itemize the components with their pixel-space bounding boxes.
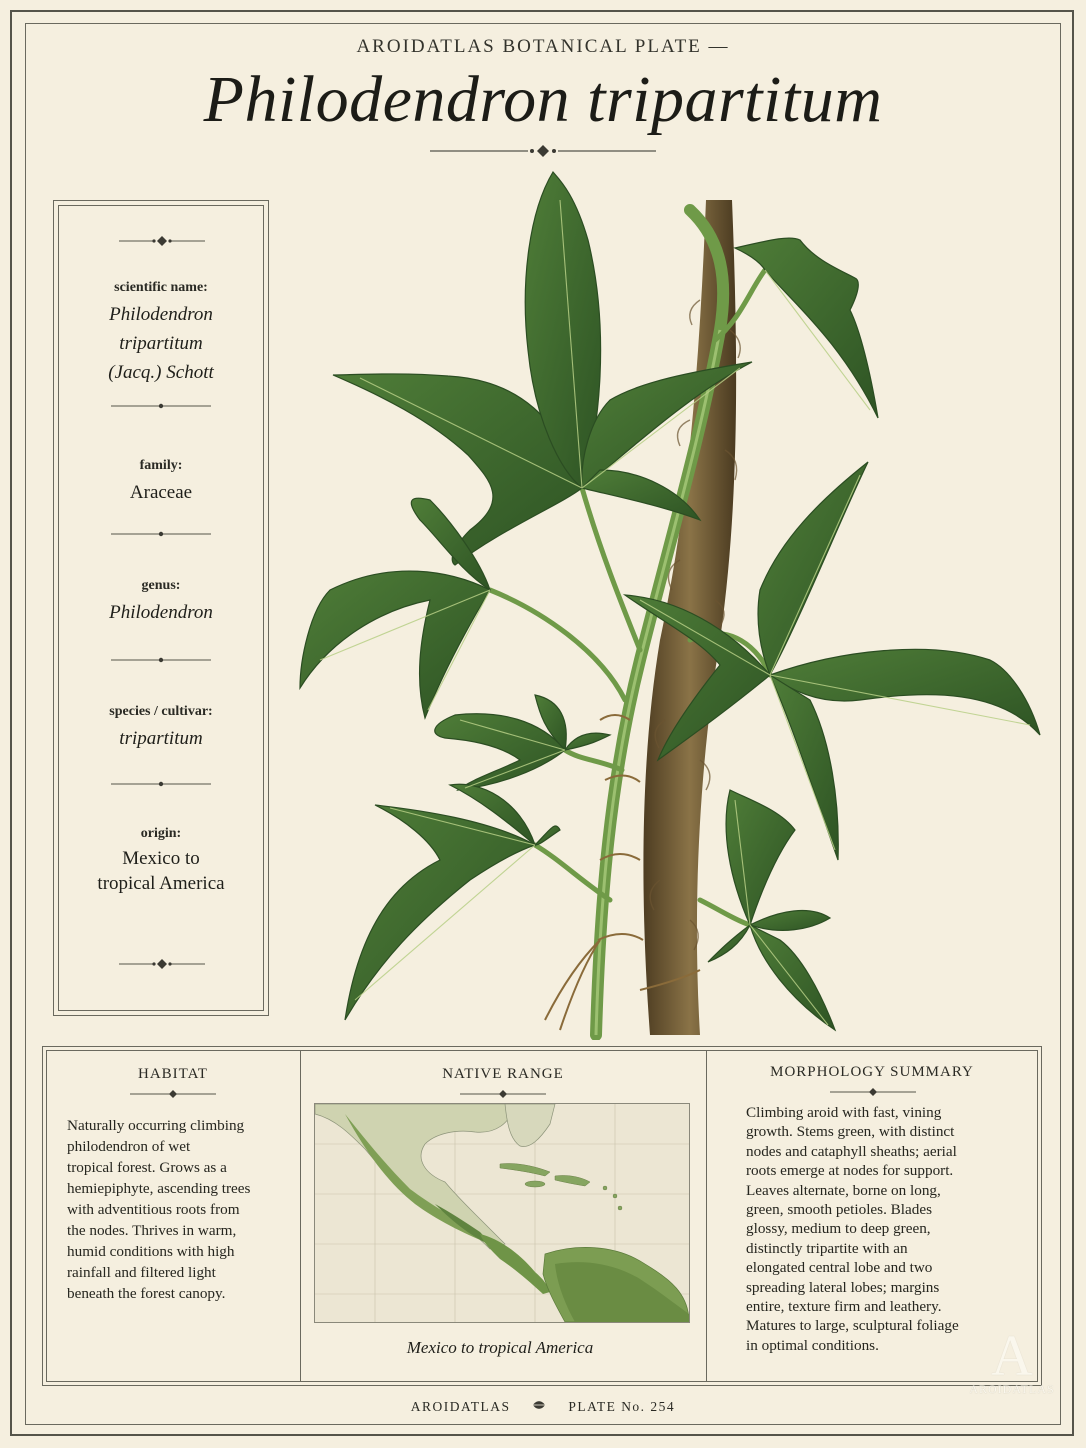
value-line: Mexico to (122, 848, 200, 869)
text-line: Matures to large, sculptural foliage (746, 1317, 959, 1335)
field-value (53, 300, 269, 387)
footer-brand: AROIDATLAS (410, 1398, 511, 1414)
text-line: philodendron of wet (67, 1138, 191, 1155)
plate-footer (0, 1398, 1086, 1415)
philodendron-illustration (290, 165, 1060, 1040)
field-label: family: (139, 458, 183, 473)
value-line: tripartitum (119, 333, 203, 354)
text-line: tropical forest. Grows as a (67, 1159, 227, 1176)
field-species (53, 704, 269, 753)
specimen-sidebar (53, 200, 269, 1016)
field-genus (53, 578, 269, 627)
field-value: tripartitum (119, 728, 203, 749)
value-line: Philodendron (109, 304, 213, 325)
text-line: beneath the forest canopy. (67, 1285, 226, 1302)
native-range-heading: NATIVE RANGE (442, 1066, 564, 1082)
text-line: nodes and cataphyll sheaths; aerial (746, 1142, 957, 1160)
footer-plate-number: PLATE No. 254 (568, 1398, 676, 1414)
field-label: origin: (140, 826, 182, 841)
text-line: in optimal conditions. (746, 1336, 879, 1354)
divider-icon (109, 654, 213, 666)
sidebar-ornament-icon (117, 956, 207, 972)
text-line: humid conditions with high (67, 1243, 235, 1260)
field-origin (53, 826, 269, 896)
divider-icon (109, 400, 213, 412)
title-ornament-icon (428, 142, 658, 160)
text-line: green, smooth petioles. Blades (746, 1201, 933, 1219)
text-line: distinctly tripartite with an (746, 1239, 908, 1257)
text-line: rainfall and filtered light (67, 1264, 216, 1281)
field-family (53, 458, 269, 507)
plate-kicker: AROIDATLAS BOTANICAL PLATE — (356, 36, 730, 57)
field-value (53, 846, 269, 896)
text-line: with adventitious roots from (67, 1201, 240, 1218)
morphology-heading: MORPHOLOGY SUMMARY (770, 1064, 974, 1080)
text-line: growth. Stems green, with distinct (746, 1123, 955, 1141)
value-line: (Jacq.) Schott (108, 362, 214, 383)
field-label: species / cultivar: (109, 704, 213, 719)
text-line: Climbing aroid with fast, vining (746, 1104, 942, 1121)
text-line: Leaves alternate, borne on long, (746, 1181, 941, 1199)
field-label: genus: (141, 578, 181, 593)
range-ornament-icon (458, 1088, 548, 1100)
field-scientific-name (53, 280, 269, 387)
text-line: hemiepiphyte, ascending trees (67, 1180, 251, 1197)
logo-letter: A (991, 1323, 1033, 1388)
value-line: tropical America (97, 873, 225, 894)
text-line: Naturally occurring climbing (67, 1117, 245, 1134)
info-panel (42, 1046, 1042, 1386)
text-line: glossy, medium to deep green, (746, 1220, 931, 1238)
habitat-ornament-icon (128, 1088, 218, 1100)
morphology-text (746, 1103, 1036, 1355)
range-caption: Mexico to tropical America (406, 1338, 594, 1357)
leaf-upper-right (735, 238, 878, 418)
map-icon (315, 1104, 689, 1322)
text-line: spreading lateral lobes; margins (746, 1278, 940, 1296)
native-range-map (314, 1103, 690, 1323)
aroidatlas-logo (962, 1323, 1062, 1396)
text-line: entire, texture firm and leathery. (746, 1298, 942, 1316)
morphology-ornament-icon (828, 1086, 918, 1098)
field-value: Araceae (129, 482, 193, 503)
field-value: Philodendron (109, 602, 213, 623)
habitat-heading: HABITAT (138, 1066, 208, 1082)
habitat-text (67, 1115, 297, 1304)
footer-leaf-icon (531, 1399, 547, 1415)
text-line: the nodes. Thrives in warm, (67, 1222, 237, 1239)
logo-text: AROIDATLAS (969, 1382, 1055, 1396)
sidebar-ornament-icon (117, 233, 207, 249)
text-line: roots emerge at nodes for support. (746, 1162, 954, 1180)
divider-icon (109, 778, 213, 790)
divider-icon (109, 528, 213, 540)
field-label: scientific name: (114, 280, 208, 295)
plate-title: Philodendron tripartitum (203, 63, 883, 136)
text-line: elongated central lobe and two (746, 1259, 933, 1277)
